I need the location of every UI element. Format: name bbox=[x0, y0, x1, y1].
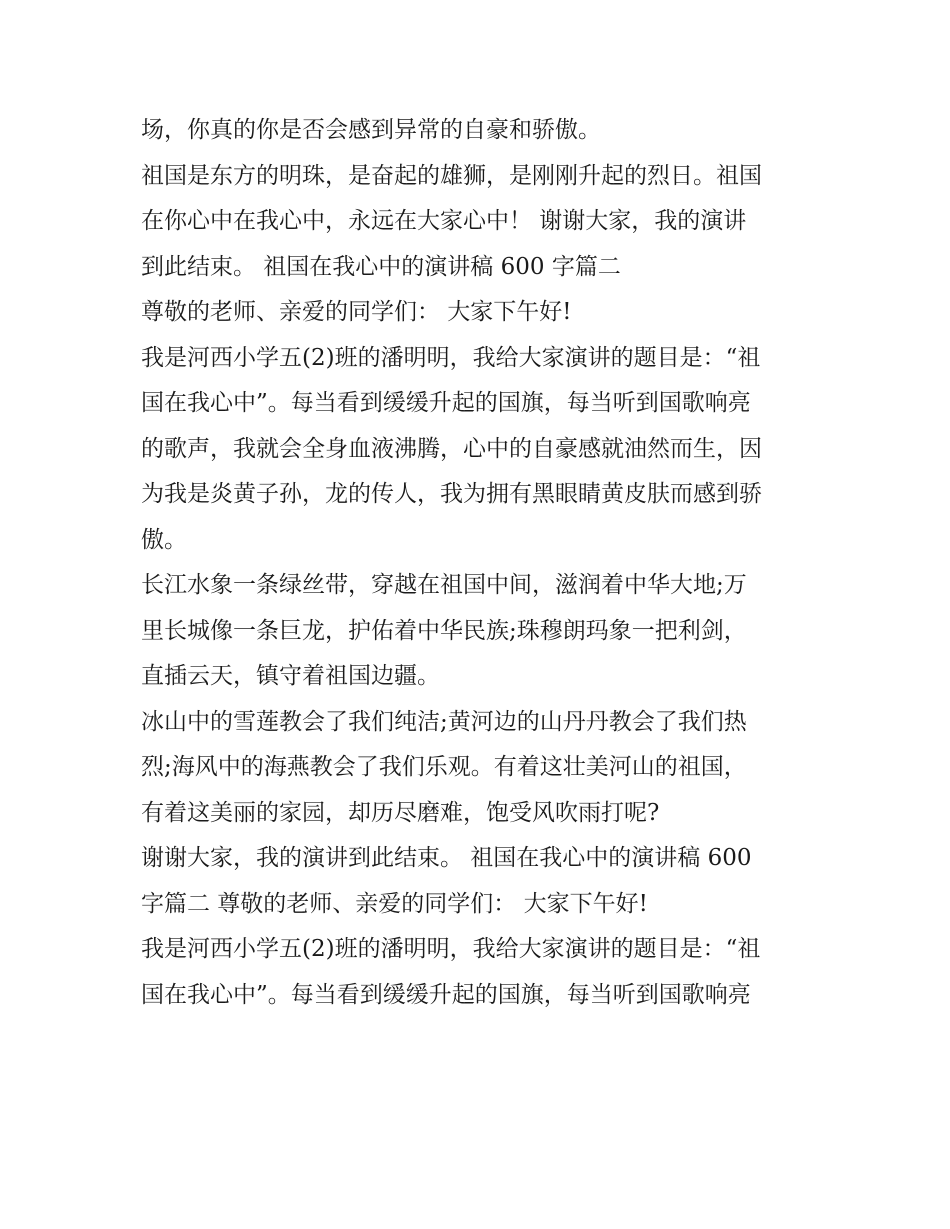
text-line: 尊敬的老师、亲爱的同学们： 大家下午好! bbox=[141, 299, 572, 325]
text-line: 我是河西小学五(2)班的潘明明，我给大家演讲的题目是：“祖 bbox=[141, 344, 761, 371]
text-line: 冰山中的雪莲教会了我们纯洁;黄河边的山丹丹教会了我们热 bbox=[141, 708, 747, 735]
text-line: 到此结束。 祖国在我心中的演讲稿 600 字篇二 bbox=[141, 253, 621, 280]
text-line: 有着这美丽的家园，却历尽磨难，饱受风吹雨打呢? bbox=[141, 799, 660, 826]
text-line: 国在我心中”。每当看到缓缓升起的国旗，每当听到国歌响亮 bbox=[141, 981, 751, 1008]
text-line: 长江水象一条绿丝带，穿越在祖国中间，滋润着中华大地;万 bbox=[141, 572, 747, 598]
text-line: 字篇二 尊敬的老师、亲爱的同学们： 大家下午好! bbox=[141, 890, 648, 917]
text-line: 为我是炎黄子孙，龙的传人，我为拥有黑眼睛黄皮肤而感到骄 bbox=[141, 481, 762, 507]
text-line: 直插云天，镇守着祖国边疆。 bbox=[141, 663, 440, 689]
text-line: 的歌声，我就会全身血液沸腾，心中的自豪感就油然而生，因 bbox=[141, 435, 762, 462]
text-line: 傲。 bbox=[141, 526, 187, 553]
text-line: 场，你真的你是否会感到异常的自豪和骄傲。 bbox=[141, 117, 601, 143]
text-line: 里长城像一条巨龙，护佑着中华民族;珠穆朗玛象一把利剑， bbox=[141, 617, 747, 644]
text-line: 在你心中在我心中，永远在大家心中！ 谢谢大家，我的演讲 bbox=[141, 208, 747, 234]
text-line: 我是河西小学五(2)班的潘明明，我给大家演讲的题目是：“祖 bbox=[141, 936, 761, 962]
document-body bbox=[141, 108, 831, 1018]
text-line: 国在我心中”。每当看到缓缓升起的国旗，每当听到国歌响亮 bbox=[141, 390, 751, 416]
text-line: 谢谢大家，我的演讲到此结束。 祖国在我心中的演讲稿 600 bbox=[141, 845, 752, 871]
text-line: 烈;海风中的海燕教会了我们乐观。有着这壮美河山的祖国， bbox=[141, 754, 747, 780]
text-line: 祖国是东方的明珠，是奋起的雄狮，是刚刚升起的烈日。祖国 bbox=[141, 162, 762, 189]
